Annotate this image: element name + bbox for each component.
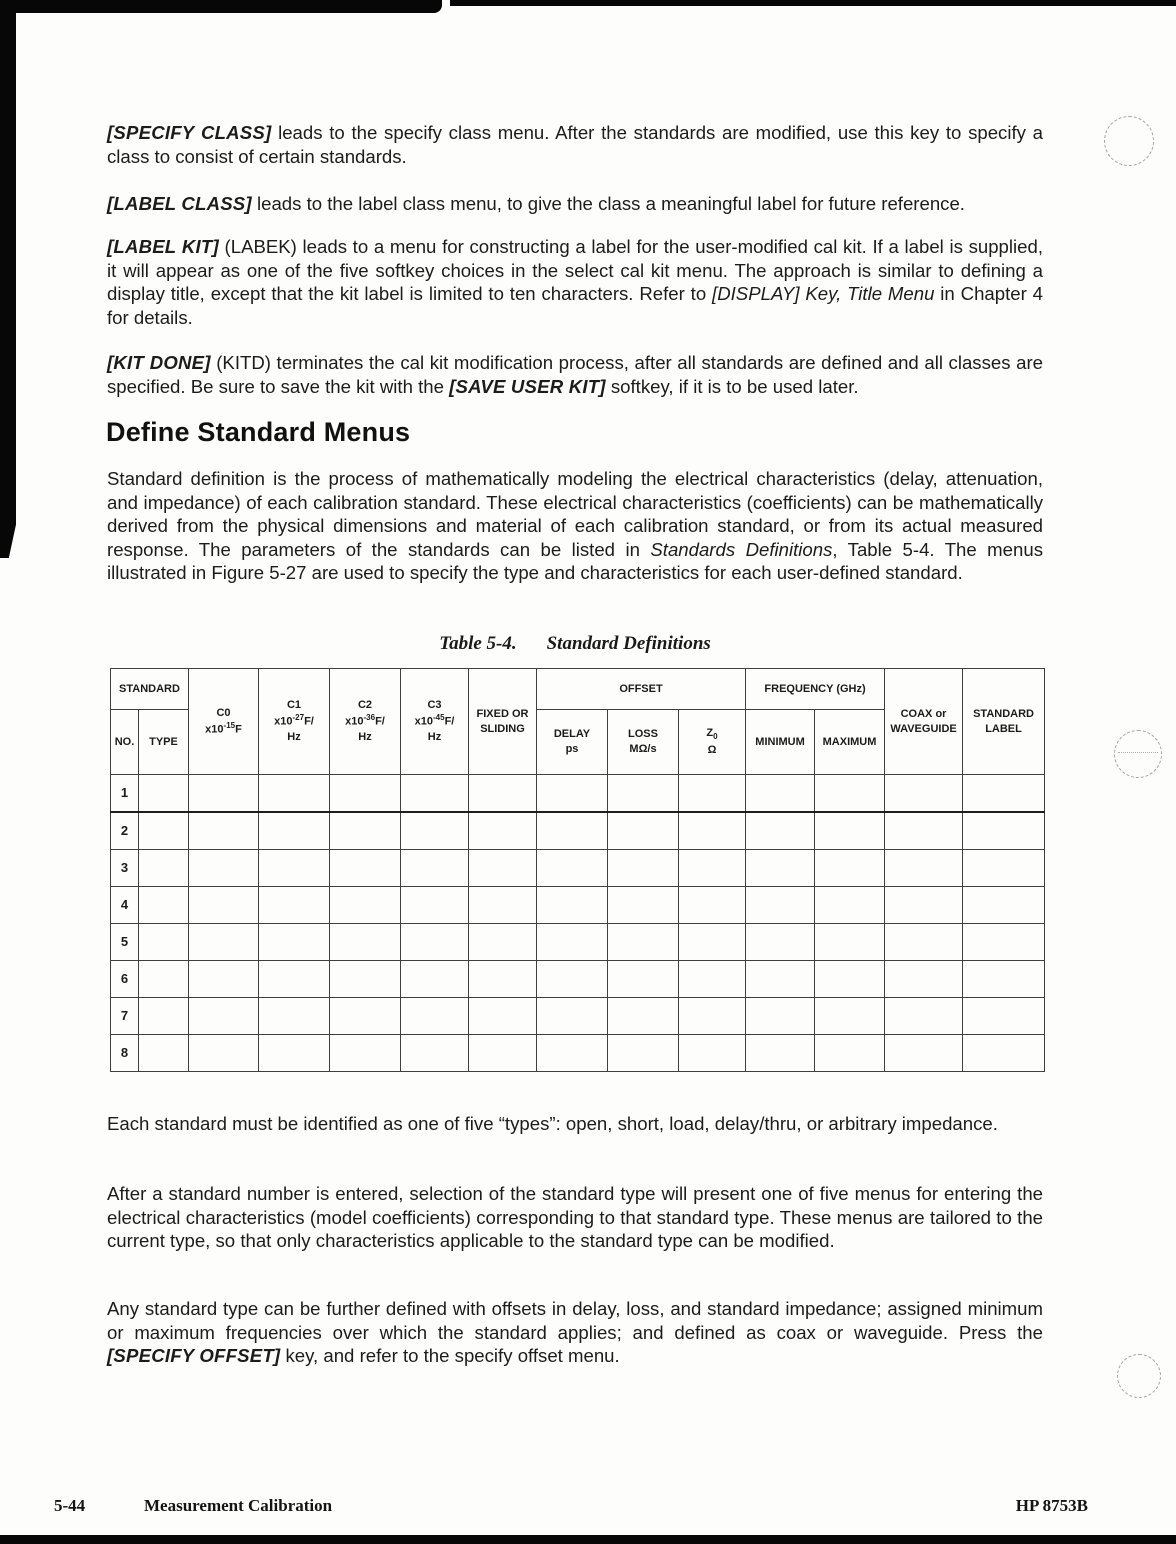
table-row: [111, 850, 1045, 887]
paragraph-text: Any standard type can be further defined with offsets in delay, loss, and standard impedance; assigned minimum or maximum frequencies over which the standard applies; and defined as coax or waveguide. Press the: [107, 1298, 1043, 1343]
empty-cell: [189, 850, 259, 887]
empty-cell: [746, 812, 815, 850]
empty-cell: [963, 850, 1045, 887]
empty-cell: [189, 961, 259, 998]
table-row: [111, 887, 1045, 924]
col-header-minimum: MINIMUM: [746, 710, 815, 775]
standard-rows: [111, 775, 1045, 1072]
empty-cell: [401, 887, 469, 924]
empty-cell: [608, 887, 679, 924]
empty-cell: [330, 961, 401, 998]
footer-page-number: 5-44: [54, 1496, 86, 1515]
col-header-maximum: MAXIMUM: [815, 710, 885, 775]
empty-cell: [401, 998, 469, 1035]
empty-cell: [469, 775, 537, 813]
col-header-c3: C3 $x10^{-45}F/$ Hz: [401, 669, 469, 775]
table-row: [111, 961, 1045, 998]
empty-cell: [401, 812, 469, 850]
empty-cell: [679, 961, 746, 998]
empty-cell: [537, 998, 608, 1035]
scan-edge-artifact-bottom: [0, 1535, 1176, 1544]
empty-cell: [608, 998, 679, 1035]
paragraph-specify-class: [107, 121, 1043, 168]
empty-cell: [259, 775, 330, 813]
col-header-standard-label: STANDARD LABEL: [963, 669, 1045, 775]
empty-cell: [885, 961, 963, 998]
empty-cell: [963, 812, 1045, 850]
hole-punch-mark-middle-line: [1118, 752, 1158, 753]
table-row: [111, 1035, 1045, 1072]
empty-cell: [401, 1035, 469, 1072]
empty-cell: [815, 850, 885, 887]
empty-cell: [746, 887, 815, 924]
empty-cell: [537, 924, 608, 961]
empty-cell: [815, 961, 885, 998]
empty-cell: [537, 961, 608, 998]
table-caption: [107, 633, 1043, 655]
scan-edge-artifact-top-right: [450, 0, 1176, 6]
empty-cell: [608, 812, 679, 850]
empty-cell: [469, 924, 537, 961]
empty-cell: [746, 924, 815, 961]
empty-cell: [189, 775, 259, 813]
empty-cell: [537, 812, 608, 850]
paragraph-kit-done: [107, 351, 1043, 398]
empty-cell: [330, 1035, 401, 1072]
empty-cell: [608, 775, 679, 813]
table-caption-title: Standard Definitions: [546, 633, 711, 654]
table-row: [111, 924, 1045, 961]
paragraph-text: softkey, if it is to be used later.: [605, 375, 859, 397]
paragraph-label-kit: [107, 235, 1043, 329]
empty-cell: [189, 924, 259, 961]
empty-cell: [963, 924, 1045, 961]
table-row: [111, 998, 1045, 1035]
empty-cell: [815, 775, 885, 813]
empty-cell: [679, 812, 746, 850]
empty-cell: [469, 812, 537, 850]
empty-cell: [259, 1035, 330, 1072]
col-header-offset: OFFSET: [537, 669, 746, 710]
empty-cell: [401, 924, 469, 961]
empty-cell: [963, 887, 1045, 924]
empty-cell: [963, 1035, 1045, 1072]
empty-cell: [746, 1035, 815, 1072]
footer-chapter-title: Measurement Calibration: [144, 1496, 333, 1515]
paragraph-text: leads to the label class menu, to give the class a meaningful label for future reference.: [251, 193, 965, 214]
empty-cell: [885, 775, 963, 813]
empty-cell: [963, 998, 1045, 1035]
cross-reference: [DISPLAY] Key, Title Menu: [712, 283, 935, 305]
empty-cell: [679, 1035, 746, 1072]
empty-cell: [679, 850, 746, 887]
empty-cell: [139, 1035, 189, 1072]
empty-cell: [746, 775, 815, 813]
empty-cell: [963, 961, 1045, 998]
empty-cell: [259, 850, 330, 887]
empty-cell: [679, 887, 746, 924]
row-number-cell: 1: [111, 775, 139, 813]
empty-cell: [963, 775, 1045, 813]
empty-cell: [746, 998, 815, 1035]
row-number-cell: 6: [111, 961, 139, 998]
empty-cell: [469, 1035, 537, 1072]
empty-cell: [679, 775, 746, 813]
empty-cell: [259, 998, 330, 1035]
empty-cell: [259, 887, 330, 924]
empty-cell: [469, 850, 537, 887]
col-header-c2: C2 $x10^{-36}F/$ Hz: [330, 669, 401, 775]
empty-cell: [139, 887, 189, 924]
empty-cell: [139, 961, 189, 998]
col-header-z0: $Z_0$ Ω: [679, 710, 746, 775]
softkey-name: [KIT DONE]: [107, 352, 211, 373]
empty-cell: [608, 1035, 679, 1072]
empty-cell: [259, 924, 330, 961]
empty-cell: [885, 850, 963, 887]
col-header-standard: STANDARD: [111, 669, 189, 710]
empty-cell: [139, 812, 189, 850]
standard-definitions-table: [110, 668, 1045, 1072]
paragraph-offsets: [107, 1297, 1043, 1368]
empty-cell: [537, 850, 608, 887]
paragraph-text: in Chapter 4 for details.: [107, 283, 1043, 328]
col-header-frequency: FREQUENCY (GHz): [746, 669, 885, 710]
empty-cell: [330, 998, 401, 1035]
softkey-name: [LABEL CLASS]: [107, 193, 252, 214]
empty-cell: [537, 887, 608, 924]
empty-cell: [608, 961, 679, 998]
paragraph-standard-definition: [107, 467, 1043, 585]
col-header-c0: C0 $x10^{-15}F$: [189, 669, 259, 775]
empty-cell: [401, 961, 469, 998]
empty-cell: [469, 998, 537, 1035]
row-number-cell: 8: [111, 1035, 139, 1072]
empty-cell: [469, 887, 537, 924]
empty-cell: [885, 998, 963, 1035]
empty-cell: [469, 961, 537, 998]
paragraph-text: , Table 5-4. The menus illustrated in Figure 5-27 are used to specify the type and characteristics for each user-defined standard.: [107, 538, 1043, 584]
col-header-coax-waveguide: COAX or WAVEGUIDE: [885, 669, 963, 775]
row-number-cell: 3: [111, 850, 139, 887]
empty-cell: [189, 887, 259, 924]
col-header-loss: LOSS MΩ/s: [608, 710, 679, 775]
empty-cell: [189, 998, 259, 1035]
empty-cell: [679, 924, 746, 961]
empty-cell: [330, 924, 401, 961]
empty-cell: [746, 850, 815, 887]
softkey-name: [LABEL KIT]: [107, 236, 219, 257]
empty-cell: [401, 850, 469, 887]
empty-cell: [330, 775, 401, 813]
empty-cell: [139, 850, 189, 887]
row-number-cell: 2: [111, 812, 139, 850]
empty-cell: [815, 812, 885, 850]
paragraph-label-class: [107, 192, 1043, 216]
cross-reference: Standards Definitions: [650, 538, 833, 560]
softkey-name: [SPECIFY CLASS]: [107, 122, 272, 143]
table-row: [111, 812, 1045, 850]
paragraph-text: (KITD) terminates the cal kit modification process, after all standards are defined and all classes are specified. Be sure to save the kit with the: [107, 352, 1043, 397]
softkey-name: [SAVE USER KIT]: [449, 375, 606, 397]
table-row: [111, 775, 1045, 813]
empty-cell: [815, 887, 885, 924]
hole-punch-mark-top: [1104, 116, 1154, 166]
empty-cell: [189, 1035, 259, 1072]
paragraph-text: Standard definition is the process of mathematically modeling the electrical characteristics (delay, attenuation, and impedance) of each calibration standard. These electrical characteristics (coefficients) can be mathematically derived from the physical dimensions and material of each calibration standard, or from its actual measured response. The parameters of the standards can be listed in: [107, 468, 1043, 560]
paragraph-text: key, and refer to the specify offset menu.: [280, 1345, 620, 1367]
empty-cell: [537, 1035, 608, 1072]
footer-model-number: HP 8753B: [1015, 1496, 1088, 1515]
empty-cell: [746, 961, 815, 998]
empty-cell: [608, 850, 679, 887]
empty-cell: [815, 998, 885, 1035]
softkey-name: [SPECIFY OFFSET]: [107, 1345, 281, 1367]
scan-edge-artifact-left: [0, 0, 16, 558]
empty-cell: [885, 924, 963, 961]
section-heading: Define Standard Menus: [106, 417, 411, 447]
empty-cell: [139, 775, 189, 813]
row-number-cell: 4: [111, 887, 139, 924]
empty-cell: [139, 924, 189, 961]
empty-cell: [139, 998, 189, 1035]
paragraph-text: (LABEK) leads to a menu for constructing a label for the user-modified cal kit. If a label is supplied, it will appear as one of the five softkey choices in the select cal kit menu. The approach is similar to defining a display title, except that the kit label is limited to ten characters. Refer to: [107, 236, 1043, 305]
hole-punch-mark-middle: [1114, 730, 1162, 778]
empty-cell: [189, 812, 259, 850]
table-caption-number: Table 5-4.: [439, 633, 517, 654]
empty-cell: [537, 775, 608, 813]
row-number-cell: 5: [111, 924, 139, 961]
empty-cell: [815, 924, 885, 961]
empty-cell: [259, 812, 330, 850]
hole-punch-mark-bottom: [1117, 1354, 1161, 1398]
empty-cell: [401, 775, 469, 813]
empty-cell: [885, 887, 963, 924]
empty-cell: [330, 850, 401, 887]
col-header-c1: C1 $x10^{-27}F/$ Hz: [259, 669, 330, 775]
col-header-no: NO.: [111, 710, 139, 775]
paragraph-standard-number: After a standard number is entered, selection of the standard type will present one of five menus for entering the electrical characteristics (model coefficients) corresponding to that standard type. These menus are tailored to the current type, so that only characteristics applicable to the standard type can be modified.: [107, 1183, 1043, 1252]
empty-cell: [815, 1035, 885, 1072]
scan-edge-artifact-top-left: [0, 0, 442, 13]
paragraph-text: leads to the specify class menu. After the standards are modified, use this key to specify a class to consist of certain standards.: [107, 122, 1043, 167]
col-header-type: TYPE: [139, 710, 189, 775]
paragraph-types: Each standard must be identified as one of five “types”: open, short, load, delay/thru, or arbitrary impedance.: [107, 1113, 998, 1134]
empty-cell: [330, 887, 401, 924]
empty-cell: [259, 961, 330, 998]
empty-cell: [885, 1035, 963, 1072]
empty-cell: [608, 924, 679, 961]
row-number-cell: 7: [111, 998, 139, 1035]
col-header-fixed-or-sliding: FIXED OR SLIDING: [469, 669, 537, 775]
empty-cell: [885, 812, 963, 850]
empty-cell: [330, 812, 401, 850]
col-header-delay: DELAY ps: [537, 710, 608, 775]
empty-cell: [679, 998, 746, 1035]
